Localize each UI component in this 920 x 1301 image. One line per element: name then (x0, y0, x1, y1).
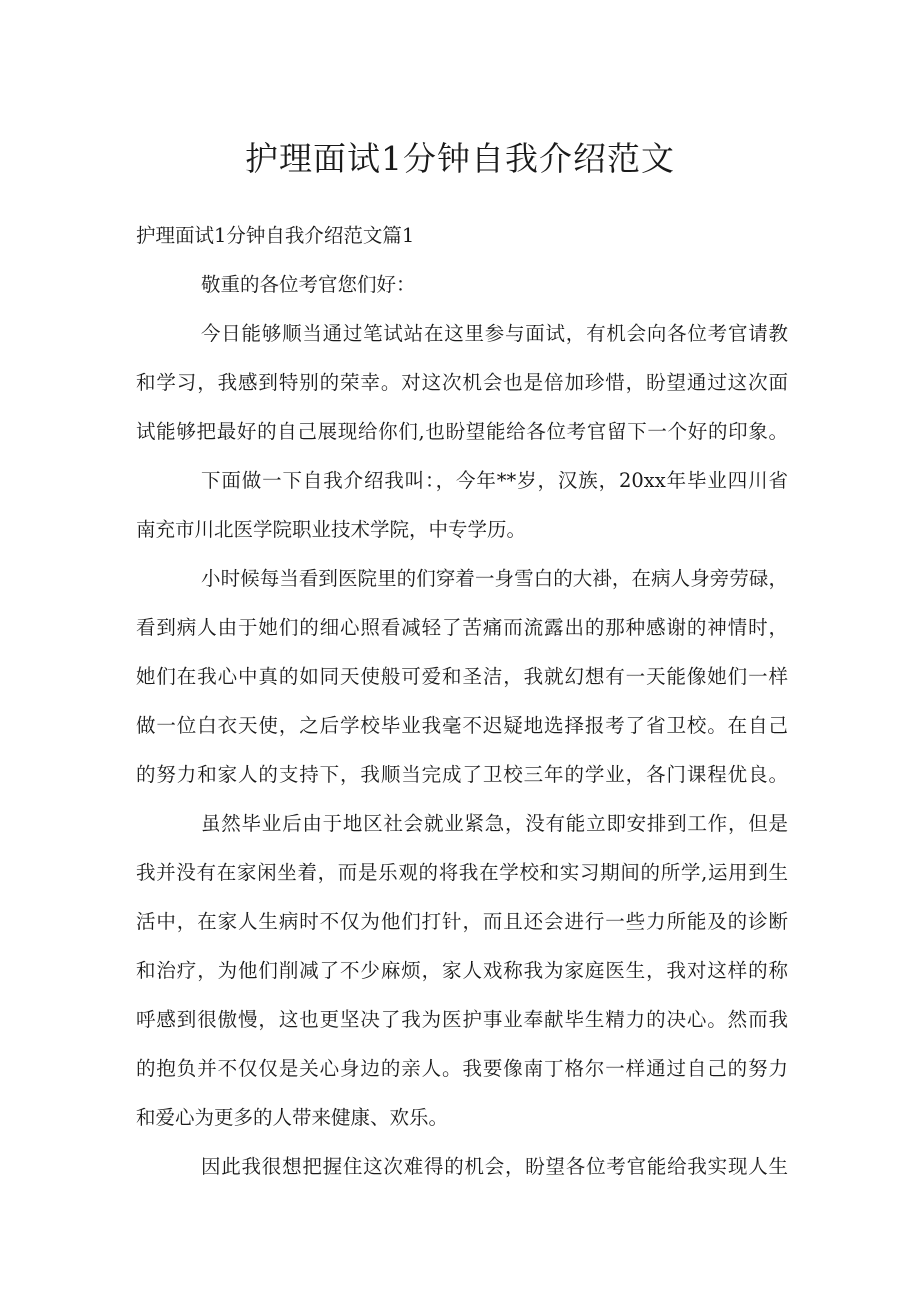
paragraph-line: 我并没有在家闲坐着，而是乐观的将我在学校和实习期间的所学,运用到生 (136, 861, 788, 884)
document-title: 护理面试1分钟自我介绍范文 (245, 139, 675, 178)
paragraph-line: 和爱心为更多的人带来健康、欢乐。 (136, 1106, 449, 1129)
paragraph-line: 和治疗，为他们削减了不少麻烦，家人戏称我为家庭医生，我对这样的称 (136, 959, 788, 982)
paragraph-line: 做一位白衣天使，之后学校毕业我毫不迟疑地选择报考了省卫校。在自己 (136, 714, 788, 737)
paragraph-line: 试能够把最好的自己展现给你们,也盼望能给各位考官留下一个好的印象。 (136, 420, 788, 443)
paragraph-line: 小时候每当看到医院里的们穿着一身雪白的大褂，在病人身旁劳碌， (201, 567, 788, 590)
section-heading: 护理面试1分钟自我介绍范文篇1 (136, 224, 415, 247)
paragraph-line: 今日能够顺当通过笔试站在这里参与面试，有机会向各位考官请教 (201, 322, 788, 345)
paragraph-line: 和学习，我感到特别的荣幸。对这次机会也是倍加珍惜，盼望通过这次面 (136, 371, 788, 394)
greeting-line: 敬重的各位考官您们好： (201, 273, 416, 296)
paragraph-line: 因此我很想把握住这次难得的机会，盼望各位考官能给我实现人生 (201, 1155, 788, 1178)
paragraph-line: 虽然毕业后由于地区社会就业紧急，没有能立即安排到工作，但是 (201, 812, 788, 835)
paragraph-line: 呼感到很傲慢，这也更坚决了我为医护事业奉献毕生精力的决心。然而我 (136, 1008, 788, 1031)
paragraph-line: 的抱负并不仅仅是关心身边的亲人。我要像南丁格尔一样通过自己的努力 (136, 1057, 788, 1080)
paragraph-line: 看到病人由于她们的细心照看减轻了苦痛而流露出的那种感谢的神情时， (136, 616, 788, 639)
paragraph-line: 下面做一下自我介绍我叫：，今年**岁，汉族，20xx年毕业四川省 (201, 469, 788, 492)
paragraph-line: 南充市川北医学院职业技术学院，中专学历。 (136, 518, 527, 541)
paragraph-line: 她们在我心中真的如同天使般可爱和圣洁，我就幻想有一天能像她们一样 (136, 665, 788, 688)
paragraph-line: 的努力和家人的支持下，我顺当完成了卫校三年的学业，各门课程优良。 (136, 763, 788, 786)
paragraph-line: 活中，在家人生病时不仅为他们打针，而且还会进行一些力所能及的诊断 (136, 910, 788, 933)
